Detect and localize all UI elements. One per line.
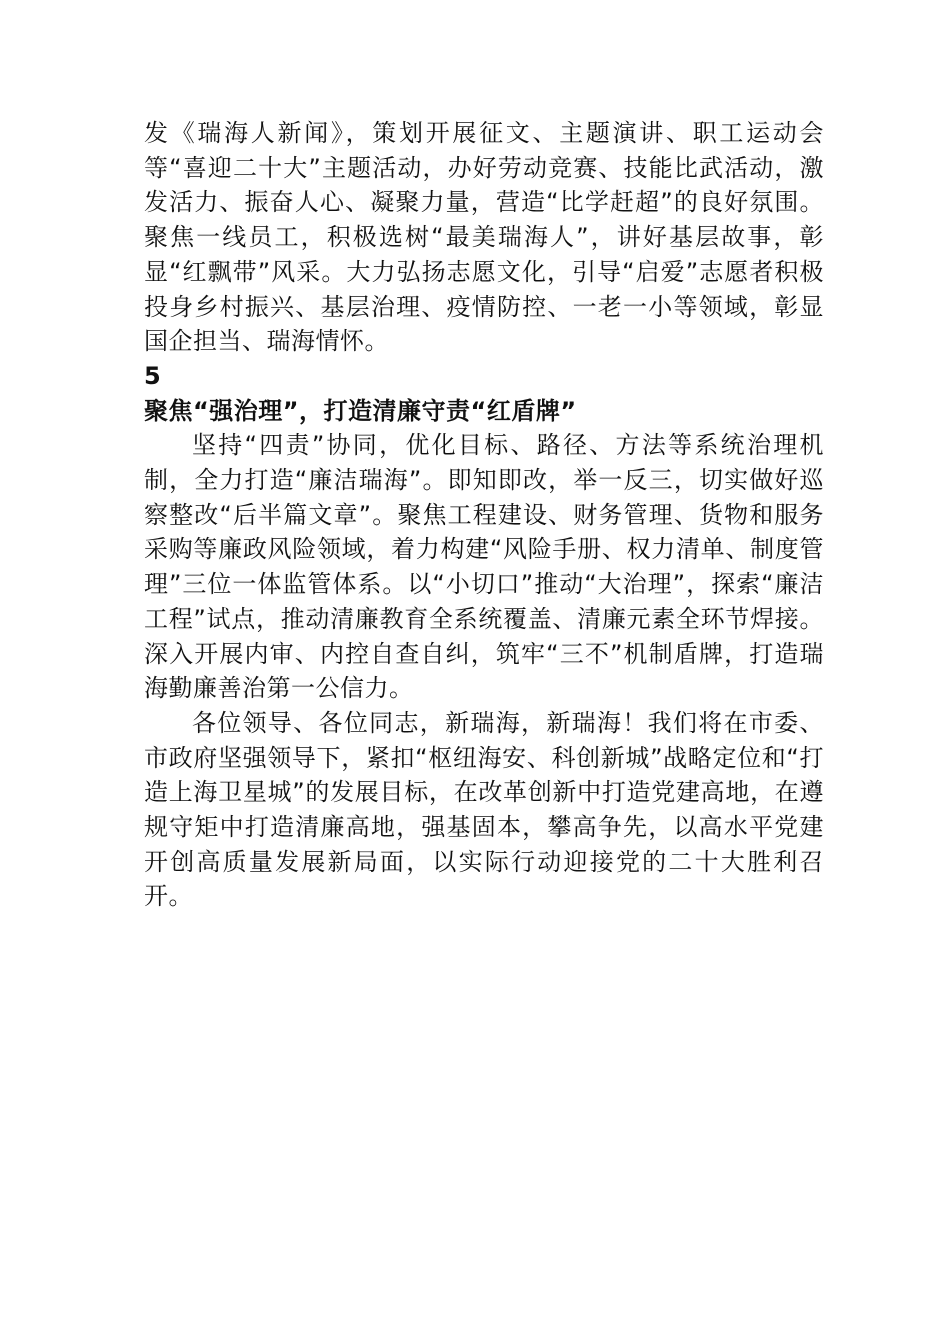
closing-paragraph: 各位领导、各位同志，新瑞海，新瑞海！我们将在市委、市政府坚强领导下，紧扣“枢纽海安、科创新城”战略定位和“打造上海卫星城”的发展目标，在改革创新中打造党建高地，在遵规守矩中打造清廉高地，强基固本，攀高争先，以高水平党建开创高质量发展新局面，以实际行动迎接党的二十大胜利召开。	[144, 708, 824, 911]
section-number: 5	[144, 361, 162, 390]
document-body	[144, 116, 824, 914]
continued-paragraph: 发《瑞海人新闻》，策划开展征文、主题演讲、职工运动会等“喜迎二十大”主题活动，办好劳动竞赛、技能比武活动，激发活力、振奋人心、凝聚力量，营造“比学赶超”的良好氛围。聚焦一线员工，积极选树“最美瑞海人”，讲好基层故事，彰显“红飘带”风采。大力弘扬志愿文化，引导“启爱”志愿者积极投身乡村振兴、基层治理、疫情防控、一老一小等领域，彰显国企担当、瑞海情怀。	[144, 119, 824, 356]
section-paragraph: 坚持“四责”协同，优化目标、路径、方法等系统治理机制，全力打造“廉洁瑞海”。即知即改，举一反三，切实做好巡察整改“后半篇文章”。聚焦工程建设、财务管理、货物和服务采购等廉政风险领域，着力构建“风险手册、权力清单、制度管理”三位一体监管体系。以“小切口”推动“大治理”，探索“廉洁工程”试点，推动清廉教育全系统覆盖、清廉元素全环节焊接。深入开展内审、内控自查自纠，筑牢“三不”机制盾牌，打造瑞海勤廉善治第一公信力。	[144, 431, 824, 703]
section-heading: 聚焦“强治理”，打造清廉守责“红盾牌”	[144, 396, 577, 425]
